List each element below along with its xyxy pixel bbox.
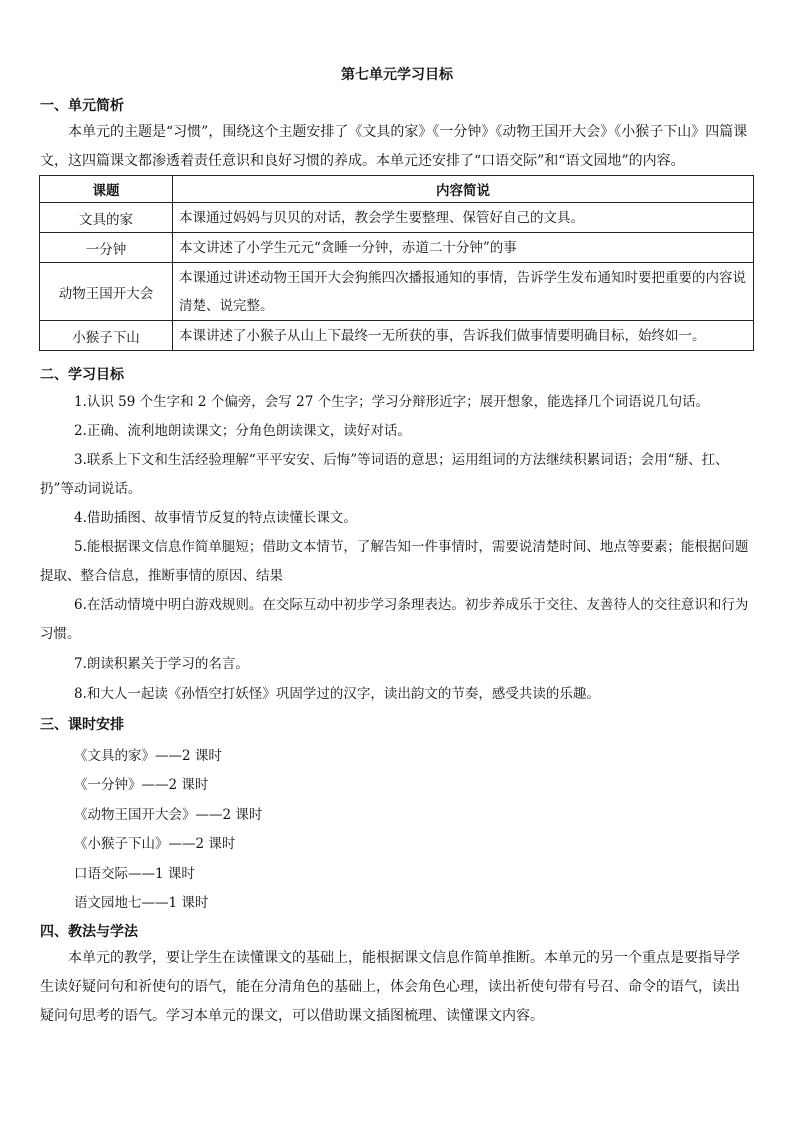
table-row	[40, 263, 754, 321]
goal-item: 1.认识 59 个生字和 2 个偏旁，会写 27 个生字；学习分辩形近字；展开想象，能选择几个词语说几句话。	[74, 394, 710, 410]
section-heading-methods: 四、教法与学法	[40, 924, 138, 940]
goal-item: 2.正确、流利地朗读课文；分角色朗读课文，读好对话。	[74, 423, 411, 439]
table-row	[40, 321, 754, 351]
table-cell-lesson: 文具的家	[40, 203, 173, 233]
table-row	[40, 203, 754, 233]
table-header-row	[40, 176, 754, 203]
schedule-line: 语文园地七——1 课时	[74, 895, 209, 911]
table-cell-lesson: 动物王国开大会	[40, 263, 173, 321]
lesson-table	[39, 175, 754, 351]
schedule-line: 《动物王国开大会》——2 课时	[74, 807, 263, 823]
schedule-line: 《文具的家》——2 课时	[74, 748, 222, 764]
goal-item: 4.借助插图、故事情节反复的特点读懂长课文。	[74, 510, 357, 526]
table-header-lesson: 课题	[40, 176, 173, 203]
goal-item: 6.在活动情境中明白游戏规则。在交际互动中初步学习条理表达。初步养成乐于交往、友善待人的交往意识和行为习惯。	[40, 597, 749, 642]
page-title: 第七单元学习目标	[341, 67, 453, 83]
table-row	[40, 233, 754, 263]
table-cell-summary: 本课通过讲述动物王国开大会狗熊四次播报通知的事情，告诉学生发布通知时要把重要的内容说清楚、说完整。	[173, 263, 754, 321]
goal-item: 8.和大人一起读《孙悟空打妖怪》巩固学过的汉字，读出韵文的节奏，感受共读的乐趣。	[74, 686, 600, 702]
goal-item: 7.朗读积累关于学习的名言。	[74, 656, 249, 672]
goal-item: 5.能根据课文信息作简单腿短；借助文本情节，了解告知一件事情时，需要说清楚时间、地点等要素；能根据问题提取、整合信息，推断事情的原因、结果	[40, 539, 749, 584]
section-heading-analysis: 一、单元简析	[40, 98, 124, 114]
schedule-line: 《小猴子下山》——2 课时	[74, 836, 236, 852]
section-heading-schedule: 三、课时安排	[40, 717, 124, 733]
schedule-line: 《一分钟》——2 课时	[74, 777, 209, 793]
table-header-summary: 内容简说	[173, 176, 754, 203]
table-cell-summary: 本文讲述了小学生元元“贪睡一分钟，赤道二十分钟”的事	[173, 233, 754, 263]
section-paragraph-methods: 本单元的教学，要让学生在读懂课文的基础上，能根据课文信息作简单推断。本单元的另一个重点是要指导学生读好疑问句和祈使句的语气，能在分清角色的基础上，体会角色心理，读出祈使句带有号召、命令的语气，读出疑问句思考的语气。学习本单元的课文，可以借助课文插图梳理、读懂课文内容。	[40, 950, 740, 1024]
table-cell-lesson: 一分钟	[40, 233, 173, 263]
table-cell-lesson: 小猴子下山	[40, 321, 173, 351]
schedule-line: 口语交际——1 课时	[74, 866, 195, 882]
goal-item: 3.联系上下文和生活经验理解“平平安安、后悔”等词语的意思；运用组词的方法继续积累词语；会用“掰、扛、扔”等动词说话。	[40, 452, 729, 497]
section-heading-goals: 二、学习目标	[40, 367, 124, 383]
table-cell-summary: 本课通过妈妈与贝贝的对话，教会学生要整理、保管好自己的文具。	[173, 203, 754, 233]
section-paragraph-analysis: 本单元的主题是“习惯”，围绕这个主题安排了《文具的家》《一分钟》《动物王国开大会》《小猴子下山》四篇课文，这四篇课文都渗透着责任意识和良好习惯的养成。本单元还安排了“口语交际”和“语文园地”的内容。	[40, 124, 748, 169]
table-cell-summary: 本课讲述了小猴子从山上下最终一无所获的事，告诉我们做事情要明确目标，始终如一。	[173, 321, 754, 351]
